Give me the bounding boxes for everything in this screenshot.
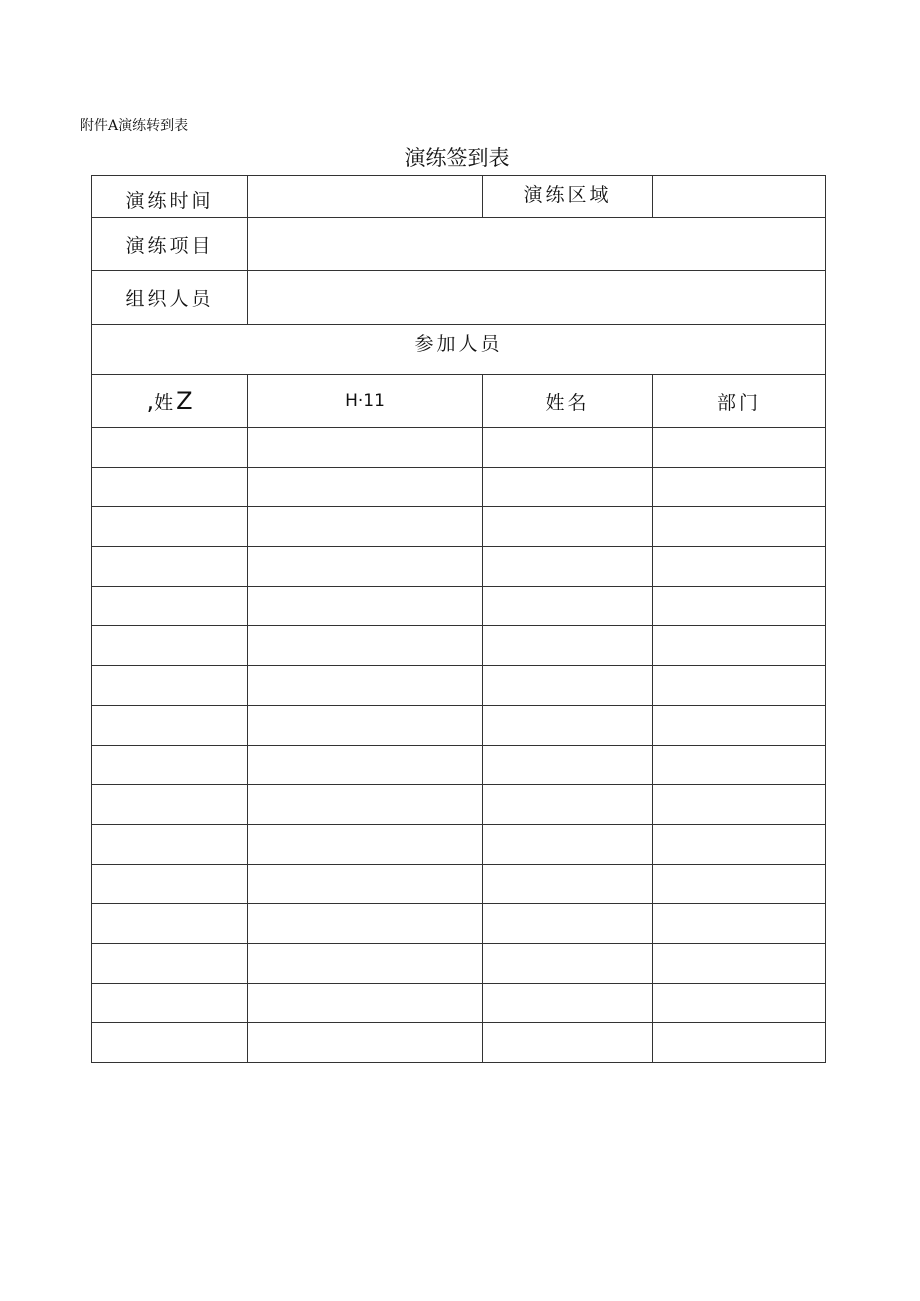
table-row [92, 586, 826, 626]
table-cell[interactable] [248, 864, 483, 904]
table-cell[interactable] [248, 507, 483, 547]
attachment-note: 附件A演练转到表 [80, 118, 189, 134]
roster-header-department: 部门 [653, 375, 826, 428]
table-cell[interactable] [653, 864, 826, 904]
table-cell[interactable] [483, 864, 653, 904]
table-cell[interactable] [653, 626, 826, 666]
table-cell[interactable] [92, 705, 248, 745]
roster-header-col2: H·11 [248, 375, 483, 428]
project-row [92, 218, 826, 271]
table-cell[interactable] [483, 824, 653, 864]
table-cell[interactable] [92, 507, 248, 547]
table-row [92, 705, 826, 745]
table-cell[interactable] [653, 824, 826, 864]
table-cell[interactable] [248, 467, 483, 507]
organizer-field[interactable] [248, 271, 826, 325]
table-cell[interactable] [483, 507, 653, 547]
table-cell[interactable] [248, 785, 483, 825]
table-cell[interactable] [483, 547, 653, 587]
sign-in-table [91, 175, 826, 1063]
table-cell[interactable] [248, 666, 483, 706]
table-cell[interactable] [248, 745, 483, 785]
table-cell[interactable] [92, 785, 248, 825]
table-cell[interactable] [248, 943, 483, 983]
table-cell[interactable] [483, 745, 653, 785]
table-cell[interactable] [248, 428, 483, 468]
table-cell[interactable] [92, 824, 248, 864]
table-row [92, 507, 826, 547]
drill-time-label: 演练时间 [92, 176, 248, 218]
table-cell[interactable] [483, 705, 653, 745]
roster-header-row [92, 375, 826, 428]
table-cell[interactable] [653, 705, 826, 745]
table-row [92, 467, 826, 507]
table-row [92, 547, 826, 587]
table-row [92, 785, 826, 825]
table-cell[interactable] [92, 666, 248, 706]
table-cell[interactable] [248, 1023, 483, 1063]
table-cell[interactable] [248, 626, 483, 666]
table-row [92, 626, 826, 666]
table-row [92, 745, 826, 785]
table-cell[interactable] [92, 983, 248, 1023]
table-cell[interactable] [248, 983, 483, 1023]
table-cell[interactable] [653, 467, 826, 507]
organizer-label: 组织人员 [92, 271, 248, 325]
table-cell[interactable] [92, 904, 248, 944]
table-cell[interactable] [653, 666, 826, 706]
table-cell[interactable] [653, 904, 826, 944]
table-cell[interactable] [483, 467, 653, 507]
table-cell[interactable] [653, 428, 826, 468]
header-col1-suffix: Z [176, 387, 193, 415]
table-cell[interactable] [92, 745, 248, 785]
roster-header-col1 [92, 375, 248, 428]
table-cell[interactable] [248, 586, 483, 626]
table-row [92, 666, 826, 706]
table-cell[interactable] [92, 943, 248, 983]
table-cell[interactable] [653, 1023, 826, 1063]
drill-project-label: 演练项目 [92, 218, 248, 271]
table-cell[interactable] [483, 666, 653, 706]
header-col1-name: 姓 [154, 392, 177, 414]
participants-row [92, 325, 826, 375]
table-cell[interactable] [483, 943, 653, 983]
table-cell[interactable] [483, 785, 653, 825]
drill-time-field[interactable] [248, 176, 483, 218]
drill-project-field[interactable] [248, 218, 826, 271]
table-row [92, 864, 826, 904]
table-row [92, 904, 826, 944]
table-cell[interactable] [483, 586, 653, 626]
table-row [92, 943, 826, 983]
table-cell[interactable] [653, 507, 826, 547]
table-cell[interactable] [483, 904, 653, 944]
header-col1-prefix: , [146, 387, 155, 415]
table-cell[interactable] [483, 1023, 653, 1063]
table-row [92, 428, 826, 468]
participants-label: 参加人员 [92, 325, 826, 375]
roster-header-name: 姓名 [483, 375, 653, 428]
table-cell[interactable] [92, 428, 248, 468]
table-cell[interactable] [248, 547, 483, 587]
table-row [92, 824, 826, 864]
table-cell[interactable] [92, 626, 248, 666]
table-cell[interactable] [653, 785, 826, 825]
table-cell[interactable] [483, 983, 653, 1023]
table-cell[interactable] [653, 943, 826, 983]
table-cell[interactable] [248, 705, 483, 745]
table-cell[interactable] [483, 428, 653, 468]
table-cell[interactable] [92, 467, 248, 507]
table-cell[interactable] [92, 1023, 248, 1063]
table-row [92, 1023, 826, 1063]
table-cell[interactable] [248, 904, 483, 944]
table-cell[interactable] [248, 824, 483, 864]
table-row [92, 983, 826, 1023]
table-cell[interactable] [483, 626, 653, 666]
table-cell[interactable] [653, 745, 826, 785]
table-cell[interactable] [92, 547, 248, 587]
time-area-row [92, 176, 826, 218]
table-cell[interactable] [92, 864, 248, 904]
organizer-row [92, 271, 826, 325]
table-cell[interactable] [653, 547, 826, 587]
table-cell[interactable] [92, 586, 248, 626]
page-title: 演练签到表 [404, 146, 510, 170]
table-cell[interactable] [653, 983, 826, 1023]
drill-area-field[interactable] [653, 176, 826, 218]
drill-area-label: 演练区域 [483, 176, 653, 218]
table-cell[interactable] [653, 586, 826, 626]
